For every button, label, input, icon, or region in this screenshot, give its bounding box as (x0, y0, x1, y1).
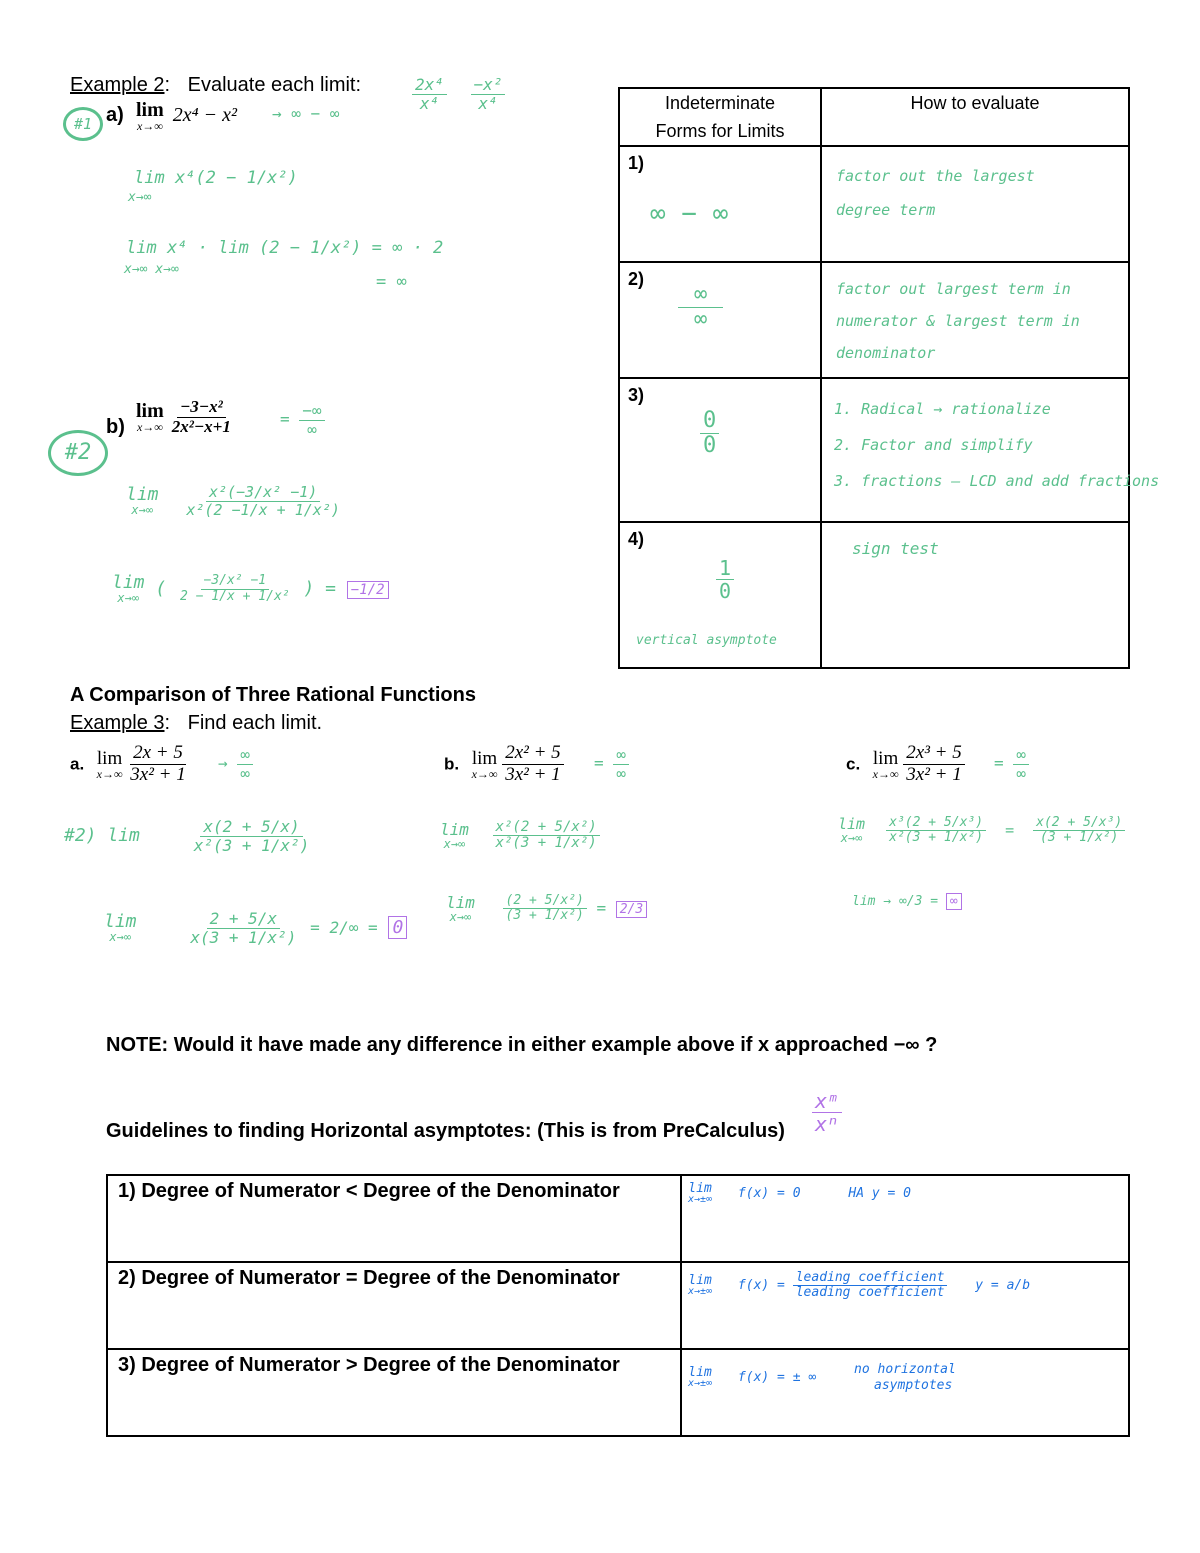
guidelines-title: Guidelines to finding Horizontal asymptotes: (This is from PreCalculus) (106, 1120, 785, 1142)
hw-xm-over-xn: $\frac{\text{xᵐ}}{\text{xⁿ}}$ (812, 1090, 842, 1135)
vertical-asymptote-note: vertical asymptote (636, 633, 777, 648)
form-zero-over-zero: $\frac{0}{0}$ (700, 409, 719, 458)
example2-label: Example 2 (70, 74, 165, 96)
example3-heading: A Comparison of Three Rational Functions (70, 684, 476, 706)
example2-heading: Example 2: Evaluate each limit: (70, 74, 362, 96)
hw-3b-answer: 2/3 (616, 901, 647, 918)
hw-part-a-step2: lim x⁴ · lim (2 − 1/x²) = ∞ · 2 (126, 238, 444, 258)
hw-part-a-result: → ∞ − ∞ (272, 104, 340, 123)
hw-3c-form: = $\frac{\infty}{\infty}$ (994, 746, 1029, 782)
hw-part-a-step1-sub: x→∞ (128, 190, 152, 205)
example3b-expression: b. lim x→∞ $\frac{\text{2x² + 5}}{\text{3x² + 1}}$ (444, 743, 564, 786)
table1-header-how: How to evaluate (821, 88, 1129, 146)
hw-3b-step2: lim x→∞ $\frac{\text{(2 + 5/x²)}}{\text{(3 + 1/x²)}}$ = 2/3 (446, 894, 647, 924)
form-inf-minus-inf: ∞ − ∞ (650, 199, 729, 229)
guideline-row: 1) Degree of Numerator < Degree of the Denominator lim x→±∞ f(x) = 0 HA y = 0 (107, 1175, 1129, 1262)
table1-row: 3) $\frac{0}{0}$ 1. Radical → rationalize 2. Factor and simplify 3. fractions – LCD and add fractions (619, 378, 1129, 522)
hw-3a-form: → $\frac{\infty}{\infty}$ (218, 746, 253, 782)
guideline-row: 3) Degree of Numerator > Degree of the Denominator lim x→±∞ f(x) = ± ∞ no horizontal asymptotes (107, 1349, 1129, 1436)
example3a-expression: a. lim x→∞ $\frac{2x + 5}{\text{3x² + 1}}$ (70, 742, 186, 785)
table1-row: 4) $\frac{1}{0}$ vertical asymptote sign test (619, 522, 1129, 668)
hw-corner-fraction: $\frac{\text{2x⁴}}{\text{x⁴}}$ $\frac{\text{−x²}}{\text{x⁴}}$ (412, 76, 505, 112)
guideline-row: 2) Degree of Numerator = Degree of the Denominator lim x→±∞ f(x) = $\frac{\text{leading coefficient}}{\text{leading coefficient}}$ y = a/b (107, 1262, 1129, 1349)
hw-3b-step1: lim x→∞ $\frac{\text{x²(2 + 5/x²)}}{\text{x²(3 + 1/x²)}}$ (440, 820, 600, 852)
part-b-label: b) (106, 416, 125, 438)
hw-part-b-result: = $\frac{-\infty}{\infty}$ (280, 402, 325, 438)
part-a-expression: lim x→∞ 2x⁴ − x² (136, 99, 237, 133)
example3c-expression: c. lim x→∞ $\frac{\text{2x³ + 5}}{\text{3x² + 1}}$ (846, 743, 965, 786)
hw-3a-step1: #2) lim $\frac{x(2 + 5/x)}{\text{x²(3 + 1/x²)}}$ (64, 817, 310, 855)
hw-part-b-step1: lim x→∞ $\frac{\text{x²(−3/x² −1)}}{\text{x²(2 −1/x + 1/x²)}}$ (126, 483, 340, 519)
form-inf-over-inf: $\frac{\infty}{\infty}$ (678, 283, 723, 332)
hw-3c-answer: ∞ (946, 893, 962, 910)
example3-label-line: Example 3: Find each limit. (70, 712, 323, 734)
horizontal-asymptote-table (106, 1174, 1130, 1437)
hw-circle-1: #1 (63, 107, 103, 141)
hw-3a-answer: 0 (388, 916, 407, 939)
hw-3c-step2: lim → ∞/3 = ∞ (852, 894, 962, 909)
table1-row: 1) ∞ − ∞ factor out the largest degree term (619, 146, 1129, 262)
hw-part-b-step2: lim x→∞ ( $\frac{\text{−3/x² −1}}{\text{2 − 1/x + 1/x²}}$ ) = −1/2 (112, 574, 389, 604)
table1-header-forms: Indeterminate Forms for Limits (619, 88, 821, 146)
note-text: NOTE: Would it have made any difference in either example above if x approached −∞ ? (106, 1034, 938, 1056)
hw-3b-form: = $\frac{\infty}{\infty}$ (594, 746, 629, 782)
part-b-expression: lim x→∞ $\frac{\text{−3−x²}}{\text{2x²−x+1}}$ (136, 397, 231, 436)
part-a-label: a) (106, 104, 124, 126)
hw-circle-2: #2 (48, 430, 108, 476)
hw-3a-step2: lim x→∞ $\frac{2 + 5/x}{\text{x(3 + 1/x²)}}$ = 2/∞ = 0 (104, 910, 407, 946)
hw-part-a-step1: lim x⁴(2 − 1/x²) (134, 168, 298, 188)
table1-row: 2) $\frac{\infty}{\infty}$ factor out largest term in numerator & largest term in denominator (619, 262, 1129, 378)
hw-part-a-step2-sub: x→∞ x→∞ (124, 262, 179, 277)
form-one-over-zero: $\frac{1}{0}$ (716, 557, 734, 602)
hw-part-a-step3: = ∞ (376, 272, 407, 292)
indeterminate-forms-table (618, 87, 1160, 669)
example2-instruction: Evaluate each limit: (187, 74, 362, 96)
hw-3c-step1: lim x→∞ $\frac{\text{x³(2 + 5/x³)}}{\text{x²(3 + 1/x²)}}$ = $\frac{\text{x(2 + 5/x³)}}{\text{(3 + 1/x²)}}$ (838, 816, 1125, 846)
hw-part-b-answer: −1/2 (347, 581, 389, 599)
